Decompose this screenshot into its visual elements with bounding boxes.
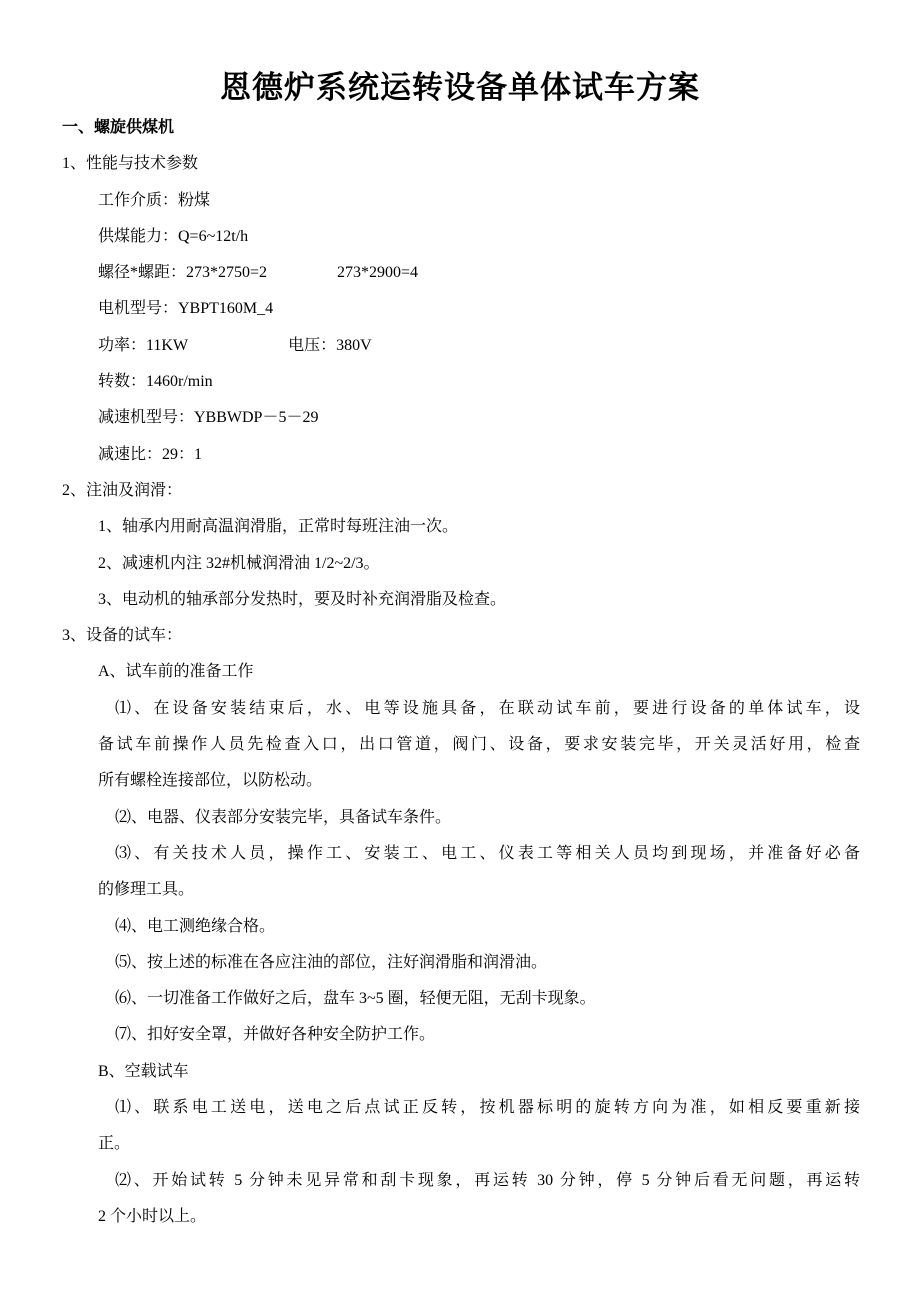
step-heading: B、空载试车 <box>98 1062 189 1080</box>
paragraph-line: ⑴、联系电工送电，送电之后点试正反转，按机器标明的旋转方向为准，如相反要重新接 <box>115 1099 860 1117</box>
param-power-voltage <box>62 328 860 364</box>
param-power: 功率：11KW <box>98 336 189 354</box>
paragraph: ⑷、电工测绝缘合格。 <box>115 917 276 935</box>
paragraph-line: 正。 <box>98 1135 131 1153</box>
param-screw-b: 273*2900=4 <box>337 264 419 282</box>
document-body <box>62 110 860 1235</box>
step-heading: A、试车前的准备工作 <box>98 663 254 681</box>
document-title: 恩德炉系统运转设备单体试车方案 <box>220 70 700 106</box>
section-heading: 一、螺旋供煤机 <box>62 119 175 136</box>
subsection-heading: 3、设备的试车： <box>62 627 183 645</box>
paragraph-line: ⑵、开始试转 5 分钟未见异常和刮卡现象，再运转 30 分钟，停 5 分钟后看无问题，再运转 <box>115 1171 860 1189</box>
list-item: 2、减速机内注 32#机械润滑油 1/2~2/3。 <box>98 554 380 572</box>
subsection-heading: 1、性能与技术参数 <box>62 155 199 173</box>
param-motor: 电机型号：YBPT160M_4 <box>98 300 274 318</box>
param-medium: 工作介质：粉煤 <box>98 191 211 209</box>
paragraph-line: 2 个小时以上。 <box>98 1207 207 1225</box>
param-reducer: 减速机型号：YBBWDP－5－29 <box>98 409 319 427</box>
param-screw <box>62 255 860 291</box>
paragraph: ⑺、扣好安全罩，并做好各种安全防护工作。 <box>115 1026 436 1044</box>
list-item: 3、电动机的轴承部分发热时，要及时补充润滑脂及检查。 <box>98 590 507 608</box>
paragraph: ⑸、按上述的标准在各应注油的部位，注好润滑脂和润滑油。 <box>115 953 548 971</box>
paragraph: ⑹、一切准备工作做好之后，盘车 3~5 圈，轻便无阻，无刮卡现象。 <box>115 990 596 1008</box>
paragraph-line: 备试车前操作人员先检查入口，出口管道，阀门、设备，要求安装完毕，开关灵活好用，检查 <box>98 736 860 754</box>
param-voltage: 电压：380V <box>288 336 372 354</box>
param-screw-a: 螺径*螺距：273*2750=2 <box>98 264 268 282</box>
param-ratio: 减速比：29：1 <box>98 445 203 463</box>
paragraph-line: 所有螺栓连接部位，以防松动。 <box>98 772 323 790</box>
paragraph-line: ⑴、在设备安装结束后，水、电等设施具备，在联动试车前，要进行设备的单体试车，设 <box>115 699 860 717</box>
paragraph-line: ⑶、有关技术人员，操作工、安装工、电工、仪表工等相关人员均到现场，并准备好必备 <box>115 844 860 862</box>
list-item: 1、轴承内用耐高温润滑脂，正常时每班注油一次。 <box>98 518 459 536</box>
paragraph: ⑵、电器、仪表部分安装完毕，具备试车条件。 <box>115 808 452 826</box>
param-speed: 转数：1460r/min <box>98 373 213 391</box>
paragraph-line: 的修理工具。 <box>98 881 195 899</box>
param-capacity: 供煤能力：Q=6~12t/h <box>98 227 249 245</box>
subsection-heading: 2、注油及润滑： <box>62 481 183 499</box>
